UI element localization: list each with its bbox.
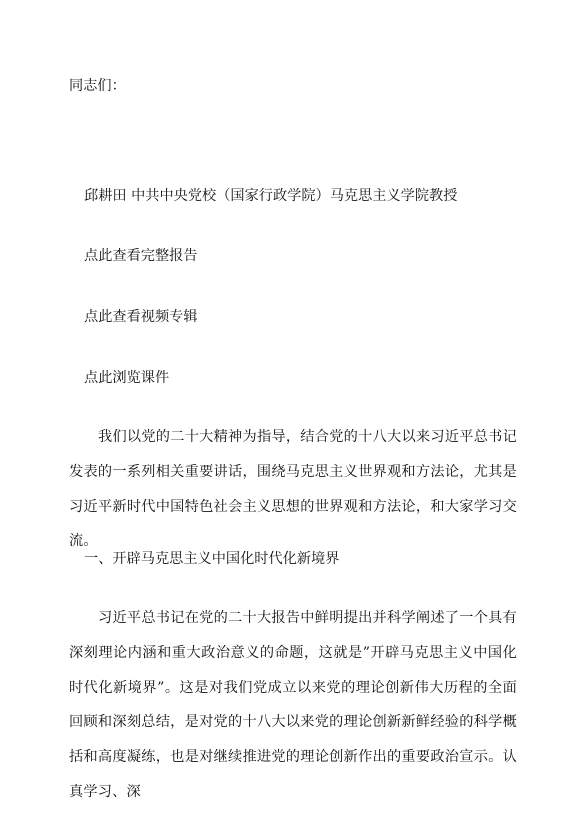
- section-heading: 一、开辟马克思主义中国化时代化新境界: [84, 551, 340, 567]
- browse-courseware-link[interactable]: 点此浏览课件: [84, 370, 170, 386]
- view-full-report-link[interactable]: 点此查看完整报告: [84, 248, 198, 264]
- author-line: 邱耕田 中共中央党校（国家行政学院）马克思主义学院教授: [84, 188, 458, 204]
- salutation: 同志们：: [69, 78, 126, 94]
- view-video-album-link[interactable]: 点此查看视频专辑: [84, 309, 198, 325]
- intro-paragraph: 我们以党的二十大精神为指导，结合党的十八大以来习近平总书记发表的一系列相关重要讲话，围绕马克思主义世界观和方法论，尤其是习近平新时代中国特色社会主义思想的世界观和方法论，和大家学习交流。: [69, 429, 517, 550]
- body-paragraph: 习近平总书记在党的二十大报告中鲜明提出并科学阐述了一个具有深刻理论内涵和重大政治意义的命题，这就是”开辟马克思主义中国化时代化新境界”。这是对我们党成立以来党的理论创新伟大历程的全面回顾和深刻总结，是对党的十八大以来党的理论创新新鲜经验的科学概括和高度凝练，也是对继续推进党的理论创新作出的重要政治宣示。认真学习、深: [69, 610, 517, 800]
